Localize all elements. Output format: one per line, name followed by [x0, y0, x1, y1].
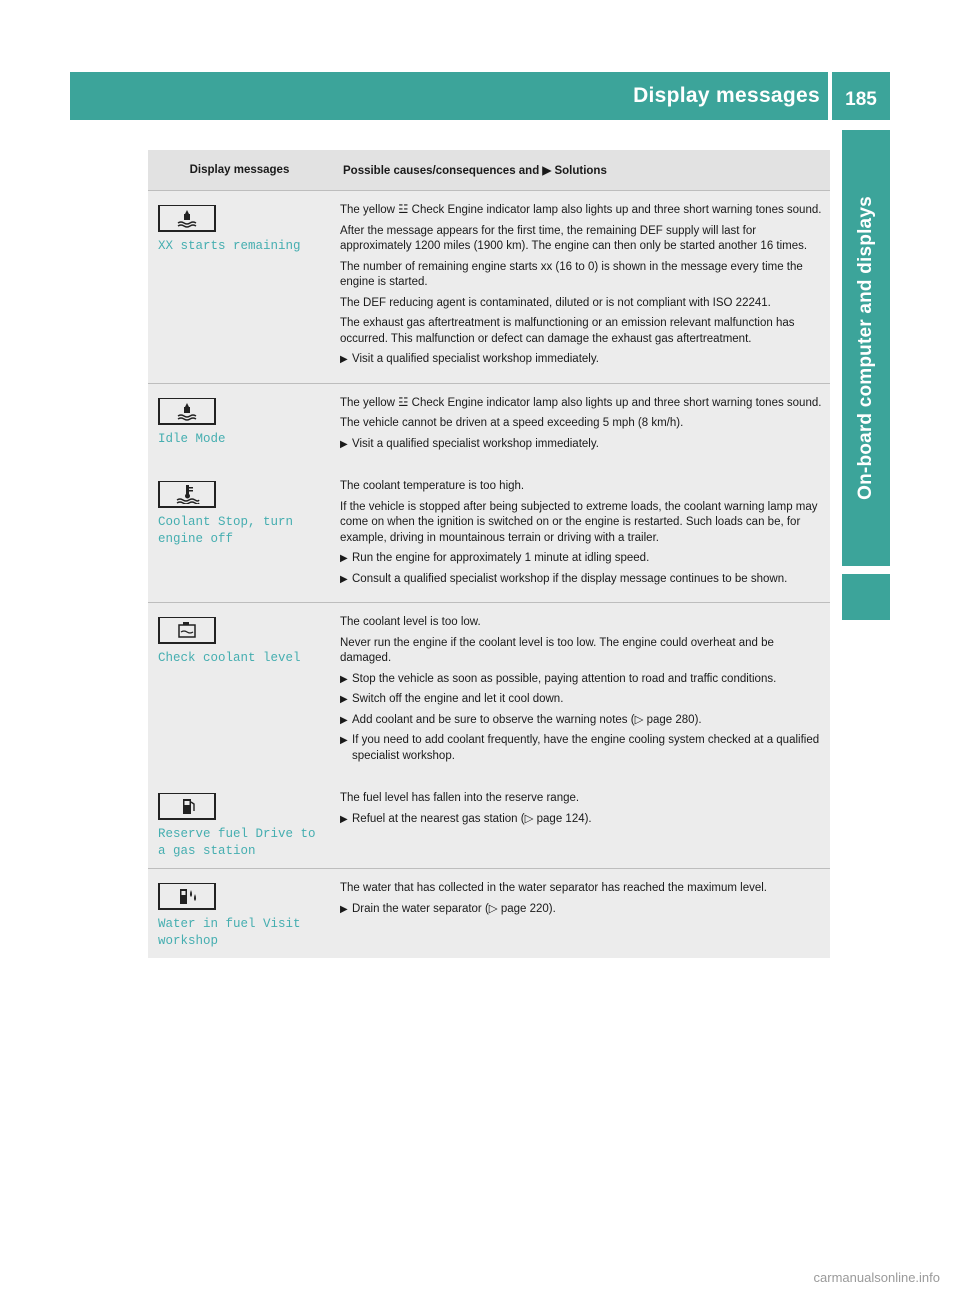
side-label: On-board computer and displays	[855, 196, 876, 500]
message-text: Water in fuel Visit workshop	[158, 917, 301, 948]
coolant-level-icon	[158, 617, 216, 644]
table-row	[148, 868, 830, 958]
message-text: Check coolant level	[158, 651, 301, 665]
solution-text: Refuel at the nearest gas station (▷ page 124).	[352, 812, 592, 825]
water-in-fuel-icon	[158, 883, 216, 910]
watermark: carmanualsonline.info	[813, 1270, 940, 1285]
cause-text: The number of remaining engine starts xx (16 to 0) is shown in the message every time the engine is started.	[340, 260, 803, 288]
arrow-icon: ▶	[340, 553, 348, 564]
solution-text: Run the engine for approximately 1 minute at idling speed.	[352, 552, 650, 564]
table-row	[148, 467, 830, 602]
arrow-icon: ▶	[340, 438, 348, 450]
side-block	[842, 574, 890, 620]
fuel-pump-icon	[158, 793, 216, 820]
arrow-icon: ▶	[340, 694, 348, 705]
solution-text: Drain the water separator (▷ page 220).	[352, 902, 556, 915]
cause-text: The yellow ☳ Check Engine indicator lamp also lights up and three short warning tones sound.	[340, 204, 822, 216]
message-text: XX starts remaining	[158, 239, 301, 253]
col-header-messages: Display messages	[189, 164, 290, 176]
arrow-icon: ▶	[340, 673, 348, 685]
message-text: Reserve fuel Drive to a gas station	[158, 827, 316, 858]
cause-text: The water that has collected in the water separator has reached the maximum level.	[340, 882, 767, 894]
cause-text: The DEF reducing agent is contaminated, diluted or is not compliant with ISO 22241.	[340, 296, 771, 309]
cause-text: The yellow ☳ Check Engine indicator lamp also lights up and three short warning tones sound.	[340, 396, 822, 409]
table-row	[148, 190, 830, 383]
cause-text: Never run the engine if the coolant level is too low. The engine could overheat and be damaged.	[340, 636, 774, 664]
arrow-icon: ▶	[340, 573, 348, 585]
table-row	[148, 602, 830, 779]
cause-text: The coolant level is too low.	[340, 616, 481, 628]
cause-text: The vehicle cannot be driven at a speed exceeding 5 mph (8 km/h).	[340, 417, 684, 429]
solution-text: Visit a qualified specialist workshop immediately.	[352, 437, 599, 450]
message-text: Idle Mode	[158, 431, 226, 446]
arrow-icon: ▶	[340, 813, 348, 825]
solution-text: Stop the vehicle as soon as possible, paying attention to road and traffic conditions.	[352, 672, 777, 685]
cause-text: If the vehicle is stopped after being subjected to extreme loads, the coolant warning lamp may come on when the ignition is switched on or the engine is restarted. Such loads can be, for example, driving in mountainous terrain or driving with a trailer.	[340, 500, 818, 544]
def-icon	[158, 205, 216, 232]
cause-text: The coolant temperature is too high.	[340, 480, 525, 492]
solution-text: Add coolant and be sure to observe the warning notes (▷ page 280).	[352, 713, 702, 726]
table-row	[148, 779, 830, 868]
table-header	[148, 150, 830, 190]
cause-text: After the message appears for the first time, the remaining DEF supply will last for approximately 1200 miles (1900 km). The engine can then only be started another 16 times.	[340, 224, 808, 252]
def-icon	[158, 398, 216, 425]
page-title: Display messages	[633, 84, 820, 107]
solution-text: Consult a qualified specialist workshop if the display message continues to be shown.	[352, 572, 788, 585]
col-header-solutions: Possible causes/consequences and ▶ Solutions	[343, 165, 607, 177]
page-number: 185	[832, 72, 890, 120]
coolant-temperature-icon	[158, 481, 216, 508]
table-row	[148, 383, 830, 468]
solution-text: Switch off the engine and let it cool down.	[352, 693, 564, 705]
message-text: Coolant Stop, turn engine off	[158, 515, 294, 546]
display-messages-table	[148, 150, 830, 958]
cause-text: The fuel level has fallen into the reserve range.	[340, 792, 580, 804]
arrow-icon: ▶	[340, 714, 348, 726]
arrow-icon: ▶	[340, 354, 348, 365]
solution-text: If you need to add coolant frequently, have the engine cooling system checked at a qualified specialist workshop.	[352, 734, 820, 762]
solution-text: Visit a qualified specialist workshop immediately.	[352, 353, 599, 365]
arrow-icon: ▶	[340, 903, 348, 915]
arrow-icon: ▶	[340, 735, 348, 746]
cause-text: The exhaust gas aftertreatment is malfunctioning or an emission relevant malfunction has occurred. This malfunction or defect can damage the exhaust gas aftertreatment.	[340, 317, 795, 345]
